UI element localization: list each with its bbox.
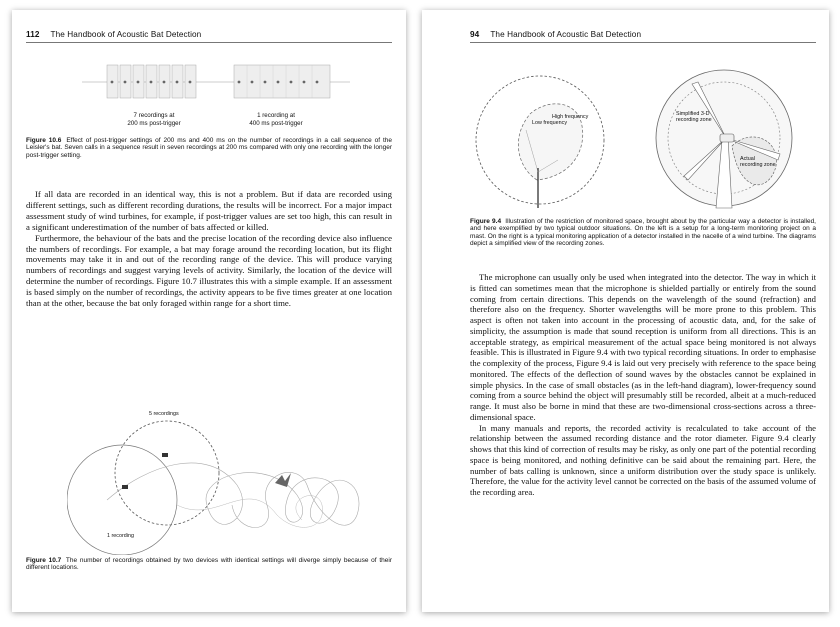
running-header [470, 30, 641, 39]
paragraph: Furthermore, the behaviour of the bats and the precise location of the recording device also influence the numbers of recordings. For example, a bat may forage around the recording location, but its flight movements may take it in and out of the recording range of the device. This will produce varying numbers of recordings and suggest varying levels of activity. Similarly, the location of the device will determine the number of recordings. Figure 10.7 illustrates this with a simple example. If an assessment is based simply on the number of recordings, the activity appears to be five times greater at one location than at the other, because the bat only foraged within range for a short time. [26, 232, 392, 309]
mast-setup [476, 76, 604, 208]
wind-turbine-setup [656, 70, 792, 208]
label-1-recording-b: 1 recording [107, 533, 134, 539]
page-number: 112 [26, 30, 40, 39]
label-7-recordings: 7 recordings at 200 ms post-trigger [127, 112, 181, 127]
figure-10-6-caption: Figure 10.6 Effect of post-trigger settings of 200 ms and 400 ms on the number of recordings in a call sequence of the Leisler's bat. Seven calls in a sequence result in seven recordings at 200 ms compared with only one recording with the longer post-trigger setting. [26, 137, 392, 159]
label-1-recording: 1 recording at 400 ms post-trigger [249, 112, 303, 127]
running-title: The Handbook of Acoustic Bat Detection [50, 30, 202, 39]
right-body-text [470, 272, 816, 498]
label-simplified-zone: Simplified 3-D recording zone [676, 111, 712, 124]
paragraph: The microphone can usually only be used when integrated into the detector. The way in which it is fitted can sometimes mean that the microphone is shielded partially or entirely from the sound coming from certain directions. This depends on the wavelength of the sound (refraction) and therefore also on the frequency. Shorter wavelengths will be more prone to this problem. This aspect is often not taken into account in the processing of acoustic data, and, for the sake of simplicity, the assumption is made that sound reception is uniform from all directions. This is an acceptable strategy, as empirical measurement of the actual space being monitored is not always feasible. This is illustrated in Figure 9.4 with two typical recording situations. In order to emphasise the complexity of the process, Figure 9.4 is laid out very precisely with reference to the space being monitored. The effects of the deflection of sound waves by the obstacles cannot be explained in simple physics. In the case of small obstacles (as in the left-hand diagram), lower-frequency sound coming from a source behind the object will presumably still be recorded, albeit at a much-reduced range. It must also be borne in mind that these are two-dimensional cross-sections across a three-dimensional space. [470, 272, 816, 422]
page-number: 94 [470, 30, 480, 39]
paragraph: In many manuals and reports, the recorded activity is recalculated to take account of the relationship between the assumed recording distance and the rotor diameter. Figure 9.4 clearly shows that this kind of correction of results may be risky, as only one part of the potential recording space is being monitored, and nothing definitive can be said about the remaining part. Here, the number of bats calling is unknown, since a uniform distribution over the study space is unlikely. Therefore, the value for the activity level cannot be corrected on the basis of the assumed volume of the recording area. [470, 422, 816, 497]
label-high-frequency: High frequency [552, 114, 589, 120]
bat-flight-path-2 [177, 496, 323, 528]
detector-bottom [122, 485, 128, 489]
left-body-text [26, 189, 392, 309]
right-page [422, 10, 829, 612]
paragraph: If all data are recorded in an identical way, this is not a problem. But if data are recorded using different settings, such as different recording durations, the results will be incorrect. For a major impact assessment study of wind turbines, for example, if post-trigger values are set too high, this can result in a significant underestimation of the number of bats affected or killed. [26, 189, 392, 232]
header-rule [470, 42, 816, 43]
recordings-200ms [107, 65, 196, 98]
recording-400ms [234, 65, 330, 98]
figure-10-6-diagram [82, 54, 352, 110]
left-page [12, 10, 406, 612]
running-title: The Handbook of Acoustic Bat Detection [490, 30, 642, 39]
figure-10-7-caption: Figure 10.7 The number of recordings obtained by two devices with identical settings will diverge simply because of their different locations. [26, 557, 392, 572]
label-5-recordings: 5 recordings [149, 411, 179, 417]
figure-9-4-diagram [470, 68, 816, 210]
detector-top [162, 453, 168, 457]
label-low-frequency: Low frequency [532, 120, 568, 126]
running-header [26, 30, 201, 39]
figure-9-4-caption: Figure 9.4 Illustration of the restriction of monitored space, brought about by the particular way a detector is installed, and here exemplified by two typical outdoor situations. On the left is a setup for a long-term monitoring project on a mast. On the right is a typical monitoring application of a detector installed in the nacelle of a wind turbine. The diagrams depict a simplified view of the recording zones. [470, 218, 816, 248]
label-actual-zone: Actual recording zone [740, 156, 776, 169]
header-rule [26, 42, 392, 43]
